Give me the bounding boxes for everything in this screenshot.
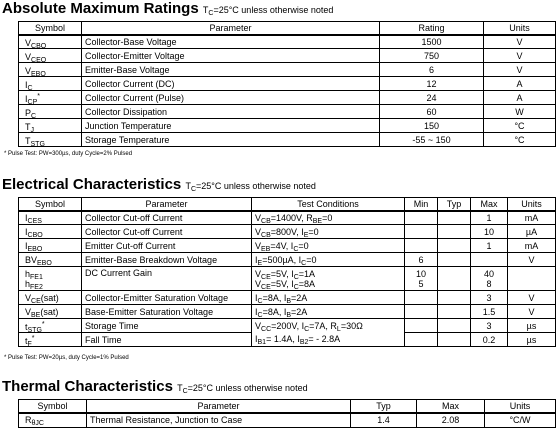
conditions-cell: $V_{CC}=200V$, $I_C=7A$, $R_L=30\Omega$ — [252, 319, 405, 333]
conditions-cell: $I_E=500\mu A$, $I_C=0$ — [252, 253, 405, 267]
table-row — [19, 91, 556, 105]
absmax-header-symbol: Symbol — [19, 22, 82, 35]
conditions-cell: $I_{B1}= 1.4A$, $I_{B2}= - 2.8A$ — [252, 333, 405, 347]
rating-cell: -55 ~ 150 — [380, 133, 484, 147]
table-row — [19, 305, 556, 319]
table-row — [19, 319, 556, 333]
parameter-cell: Base-Emitter Saturation Voltage — [82, 305, 252, 319]
min-cell — [405, 333, 438, 347]
thermal-header-units: Units — [485, 400, 556, 413]
parameter-cell: Emitter-Base Breakdown Voltage — [82, 253, 252, 267]
units-cell: V — [508, 253, 556, 267]
symbol-cell: $h_{FE1}$ $h_{FE2}$ — [19, 267, 82, 291]
symbol-cell: $P_C$ — [19, 105, 82, 119]
elec-header-max: Max — [471, 198, 508, 211]
symbol-cell: $I_{CP}^*$ — [19, 91, 82, 105]
thermal-header-symbol: Symbol — [19, 400, 87, 413]
rating-cell: 6 — [380, 63, 484, 77]
elec-table — [18, 197, 556, 347]
symbol-cell: $V_{CBO}$ — [19, 35, 82, 49]
symbol-cell: $t_{STG}^*$ — [19, 319, 82, 333]
parameter-cell: Collector Cut-off Current — [82, 211, 252, 225]
units-cell: µs — [508, 333, 556, 347]
max-cell: 1 — [471, 239, 508, 253]
elec-header-symbol: Symbol — [19, 198, 82, 211]
table-row — [19, 253, 556, 267]
min-cell — [405, 211, 438, 225]
units-cell: °C — [484, 119, 556, 133]
min-cell — [405, 239, 438, 253]
table-row — [19, 239, 556, 253]
thermal-title — [2, 378, 308, 397]
typ-cell: 1.4 — [351, 413, 417, 428]
symbol-cell: $T_{STG}$ — [19, 133, 82, 147]
absmax-note: * Pulse Test: PW=300µs, duty Cycle=2% Pulsed — [4, 151, 133, 157]
elec-condition: $T_C=25^\circ C$ unless otherwise noted — [185, 181, 316, 193]
absmax-header-parameter: Parameter — [82, 22, 380, 35]
table-row — [19, 211, 556, 225]
absmax-header-row — [19, 22, 556, 35]
thermal-header-max: Max — [417, 400, 485, 413]
elec-header-conditions: Test Conditions — [252, 198, 405, 211]
conditions-cell: $I_C=8A$, $I_B=2A$ — [252, 305, 405, 319]
max-cell: 0.2 — [471, 333, 508, 347]
symbol-cell: $BV_{EBO}$ — [19, 253, 82, 267]
rating-cell: 12 — [380, 77, 484, 91]
symbol-cell: $T_J$ — [19, 119, 82, 133]
symbol-cell: $t_F^*$ — [19, 333, 82, 347]
thermal-table — [18, 399, 556, 428]
symbol-cell: $I_{CES}$ — [19, 211, 82, 225]
parameter-cell: Fall Time — [82, 333, 252, 347]
table-row — [19, 225, 556, 239]
max-cell: 2.08 — [417, 413, 485, 428]
thermal-header-parameter: Parameter — [87, 400, 351, 413]
min-cell — [405, 291, 438, 305]
max-cell: 10 — [471, 225, 508, 239]
units-cell: A — [484, 91, 556, 105]
typ-cell — [438, 225, 471, 239]
elec-title-text: Electrical Characteristics — [2, 176, 182, 193]
elec-title — [2, 176, 316, 195]
symbol-cell: $V_{EBO}$ — [19, 63, 82, 77]
table-row — [19, 133, 556, 147]
typ-cell — [438, 305, 471, 319]
parameter-cell: Emitter Cut-off Current — [82, 239, 252, 253]
thermal-condition: $T_C=25^\circ C$ unless otherwise noted — [177, 383, 308, 395]
thermal-header-row — [19, 400, 556, 413]
rating-cell: 1500 — [380, 35, 484, 49]
units-cell: V — [484, 63, 556, 77]
table-row — [19, 333, 556, 347]
parameter-cell: Collector Cut-off Current — [82, 225, 252, 239]
elec-header-parameter: Parameter — [82, 198, 252, 211]
conditions-cell: $V_{CE}=5V$, $I_C=1A$ $V_{CE}=5V$, $I_C=8A$ — [252, 267, 405, 291]
absmax-body — [19, 35, 556, 147]
table-row — [19, 49, 556, 63]
rating-cell: 60 — [380, 105, 484, 119]
conditions-cell: $V_{CB}=800V$, $I_E=0$ — [252, 225, 405, 239]
typ-cell — [438, 291, 471, 305]
typ-cell — [438, 253, 471, 267]
units-cell: °C/W — [485, 413, 556, 428]
parameter-cell: Storage Time — [82, 319, 252, 333]
units-cell — [508, 267, 556, 291]
symbol-cell: $I_C$ — [19, 77, 82, 91]
parameter-cell: Collector-Emitter Voltage — [82, 49, 380, 63]
parameter-cell: Collector Current (Pulse) — [82, 91, 380, 105]
max-cell: 1 — [471, 211, 508, 225]
units-cell: V — [484, 49, 556, 63]
conditions-cell: $I_C=8A$, $I_B=2A$ — [252, 291, 405, 305]
absmax-condition: $T_C=25^\circ C$ unless otherwise noted — [202, 5, 334, 17]
units-cell: µA — [508, 225, 556, 239]
table-row — [19, 77, 556, 91]
elec-header-min: Min — [405, 198, 438, 211]
units-cell: V — [484, 35, 556, 49]
symbol-cell: $V_{CEO}$ — [19, 49, 82, 63]
thermal-header-typ: Typ — [351, 400, 417, 413]
min-cell — [405, 305, 438, 319]
symbol-cell: $I_{CBO}$ — [19, 225, 82, 239]
units-cell: W — [484, 105, 556, 119]
min-cell — [405, 319, 438, 333]
rating-cell: 750 — [380, 49, 484, 63]
max-cell: 3 — [471, 291, 508, 305]
units-cell: V — [508, 291, 556, 305]
table-row — [19, 291, 556, 305]
units-cell: µs — [508, 319, 556, 333]
symbol-cell: $R_{\theta JC}$ — [19, 413, 87, 428]
parameter-cell: Storage Temperature — [82, 133, 380, 147]
elec-note: * Pulse Test: PW=20µs, duty Cycle=1% Pulsed — [4, 355, 129, 361]
min-cell: 6 — [405, 253, 438, 267]
typ-cell — [438, 211, 471, 225]
thermal-title-text: Thermal Characteristics — [2, 378, 173, 395]
elec-header-row — [19, 198, 556, 211]
units-cell: mA — [508, 211, 556, 225]
parameter-cell: Collector-Emitter Saturation Voltage — [82, 291, 252, 305]
table-row — [19, 267, 556, 291]
absmax-header-rating: Rating — [380, 22, 484, 35]
max-cell: 1.5 — [471, 305, 508, 319]
elec-header-units: Units — [508, 198, 556, 211]
max-cell: 3 — [471, 319, 508, 333]
table-row — [19, 413, 556, 428]
conditions-cell: $V_{EB}=4V$, $I_C=0$ — [252, 239, 405, 253]
parameter-cell: DC Current Gain — [82, 267, 252, 291]
table-row — [19, 63, 556, 77]
rating-cell: 24 — [380, 91, 484, 105]
units-cell: mA — [508, 239, 556, 253]
absmax-title — [2, 0, 333, 19]
parameter-cell: Thermal Resistance, Junction to Case — [87, 413, 351, 428]
parameter-cell: Emitter-Base Voltage — [82, 63, 380, 77]
typ-cell — [438, 239, 471, 253]
parameter-cell: Collector-Base Voltage — [82, 35, 380, 49]
units-cell: V — [508, 305, 556, 319]
max-cell: 40 8 — [471, 267, 508, 291]
parameter-cell: Collector Dissipation — [82, 105, 380, 119]
elec-header-typ: Typ — [438, 198, 471, 211]
table-row — [19, 119, 556, 133]
parameter-cell: Collector Current (DC) — [82, 77, 380, 91]
typ-cell — [438, 333, 471, 347]
absmax-title-text: Absolute Maximum Ratings — [2, 0, 199, 17]
units-cell: A — [484, 77, 556, 91]
max-cell — [471, 253, 508, 267]
typ-cell — [438, 319, 471, 333]
table-row — [19, 105, 556, 119]
min-cell: 10 5 — [405, 267, 438, 291]
min-cell — [405, 225, 438, 239]
absmax-table — [18, 21, 556, 147]
typ-cell — [438, 267, 471, 291]
rating-cell: 150 — [380, 119, 484, 133]
units-cell: °C — [484, 133, 556, 147]
absmax-header-units: Units — [484, 22, 556, 35]
symbol-cell: $V_{CE}(sat)$ — [19, 291, 82, 305]
symbol-cell: $I_{EBO}$ — [19, 239, 82, 253]
symbol-cell: $V_{BE}(sat)$ — [19, 305, 82, 319]
conditions-cell: $V_{CB}=1400V$, $R_{BE}=0$ — [252, 211, 405, 225]
table-row — [19, 35, 556, 49]
parameter-cell: Junction Temperature — [82, 119, 380, 133]
